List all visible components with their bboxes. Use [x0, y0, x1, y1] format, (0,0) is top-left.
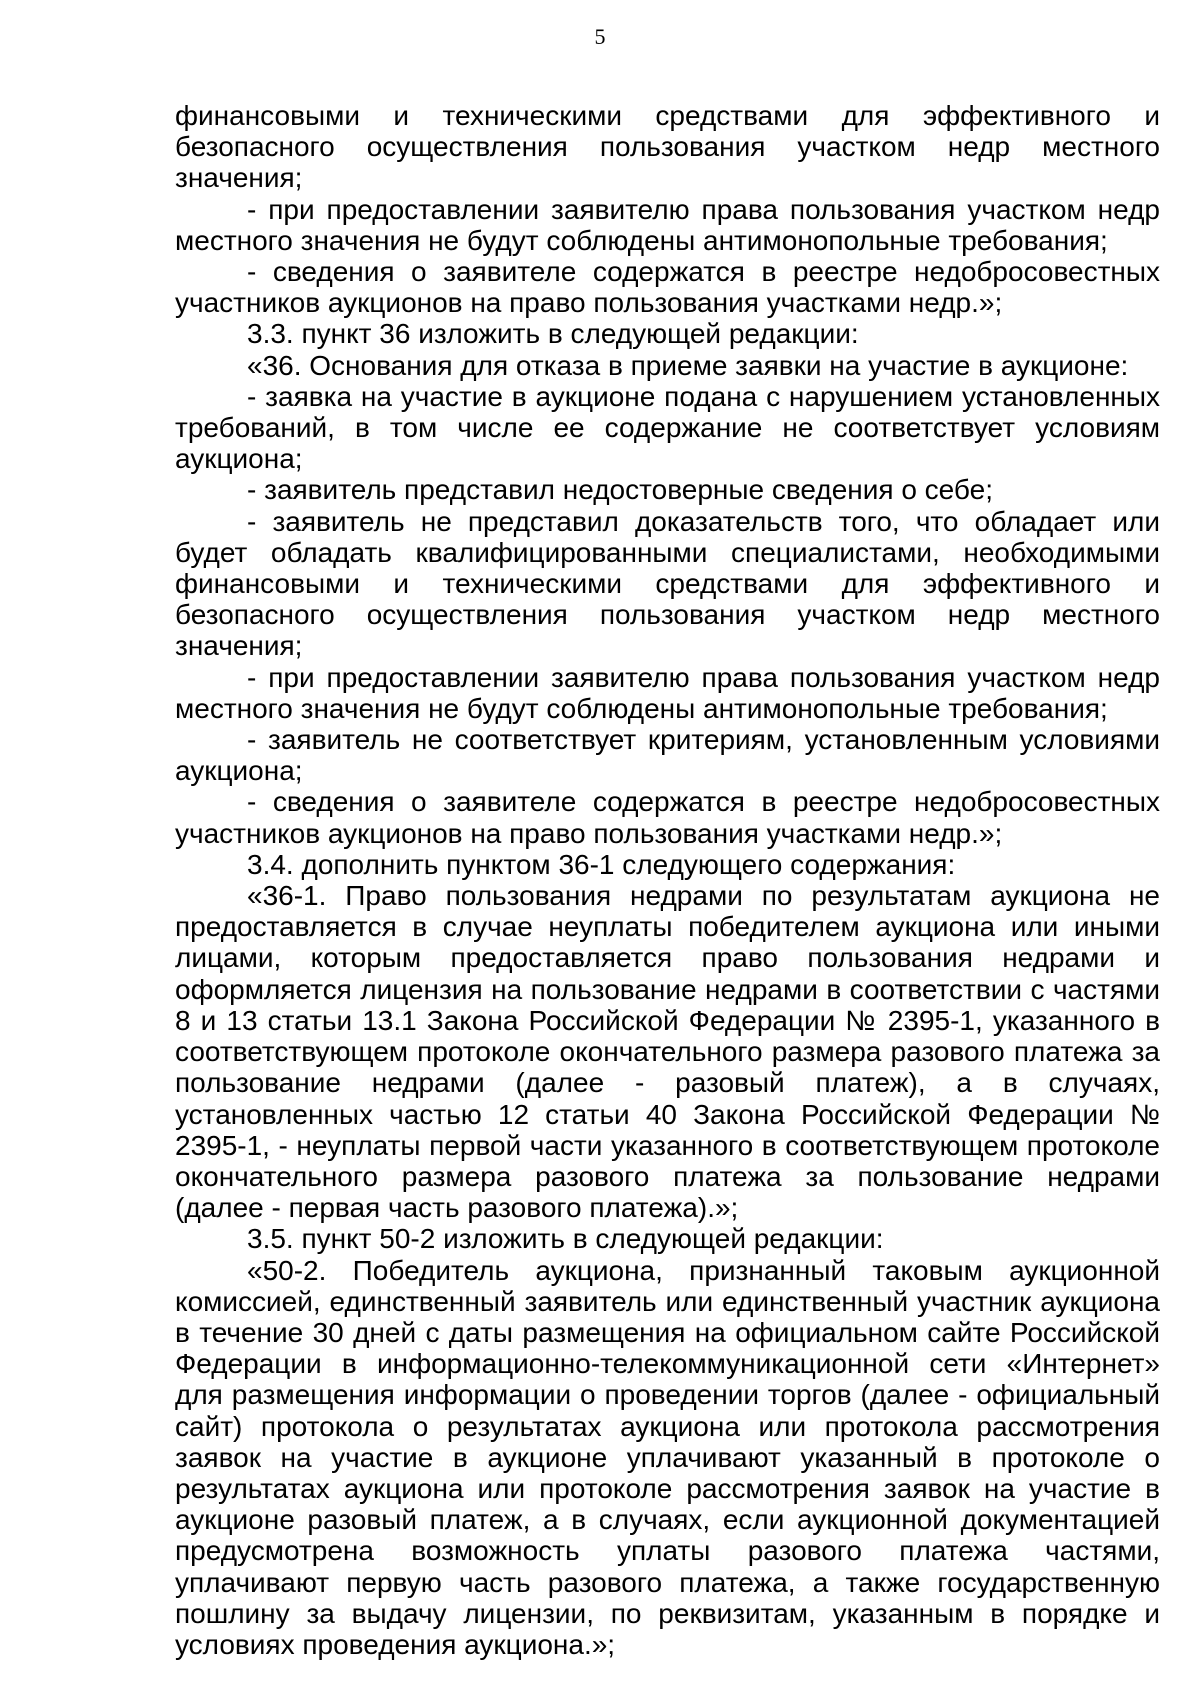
paragraph: - заявитель не соответствует критериям, установленным условиями аукциона;: [175, 724, 1160, 787]
paragraph: - заявитель не представил доказательств того, что обладает или будет обладать квалифицированными специалистами, необходимыми финансовыми и техническими средствами для эффективного и безопасного осуществления пользования участком недр местного значения;: [175, 505, 1160, 662]
document-body: [175, 100, 1160, 1660]
paragraph: «50-2. Победитель аукциона, признанный таковым аукционной комиссией, единственный заявитель или единственный участник аукциона в течение 30 дней с даты размещения на официальном сайте Российской Федерации в информационно-телекоммуникационной сети «Интернет» для размещения информации о проведении торгов (далее - официальный сайт) протокола о результатах аукциона или протокола рассмотрения заявок на участие в аукционе уплачивают указанный в протоколе о результатах аукциона или протоколе рассмотрения заявок на участие в аукционе разовый платеж, а в случаях, если аукционной документацией предусмотрена возможность уплаты разового платежа частями, уплачивают первую часть разового платежа, а также государственную пошлину за выдачу лицензии, по реквизитам, указанным в порядке и условиях проведения аукциона.»;: [175, 1254, 1160, 1660]
paragraph: «36. Основания для отказа в приеме заявки на участие в аукционе:: [247, 349, 1129, 381]
paragraph: - сведения о заявителе содержатся в реестре недобросовестных участников аукционов на право пользования участками недр.»;: [175, 256, 1160, 319]
paragraph: - при предоставлении заявителю права пользования участком недр местного значения не будут соблюдены антимонопольные требования;: [175, 661, 1160, 724]
page-number: 5: [594, 24, 606, 49]
paragraph: - заявитель представил недостоверные сведения о себе;: [247, 474, 994, 506]
paragraph: «36-1. Право пользования недрами по результатам аукциона не предоставляется в случае неуплаты победителем аукциона или иными лицами, которым предоставляется право пользования недрами и оформляется лицензия на пользование недрами в соответствии с частями 8 и 13 статьи 13.1 Закона Российской Федерации № 2395-1, указанного в соответствующем протоколе окончательного размера разового платежа за пользование недрами (далее - разовый платеж), а в случаях, установленных частью 12 статьи 40 Закона Российской Федерации № 2395-1, - неуплаты первой части указанного в соответствующем протоколе окончательного размера разового платежа за пользование недрами (далее - первая часть разового платежа).»;: [175, 880, 1160, 1224]
paragraph: 3.4. дополнить пунктом 36-1 следующего содержания:: [247, 848, 956, 880]
paragraph: - сведения о заявителе содержатся в реестре недобросовестных участников аукционов на право пользования участками недр.»;: [175, 786, 1160, 849]
paragraph: - заявка на участие в аукционе подана с нарушением установленных требований, в том числе ее содержание не соответствует условиям аукциона;: [175, 380, 1160, 475]
paragraph: - при предоставлении заявителю права пользования участком недр местного значения не будут соблюдены антимонопольные требования;: [175, 193, 1160, 256]
paragraph: 3.3. пункт 36 изложить в следующей редакции:: [247, 318, 859, 350]
paragraph: финансовыми и техническими средствами для эффективного и безопасного осуществления пользования участком недр местного значения;: [175, 100, 1160, 194]
paragraph: 3.5. пункт 50-2 изложить в следующей редакции:: [247, 1223, 884, 1255]
